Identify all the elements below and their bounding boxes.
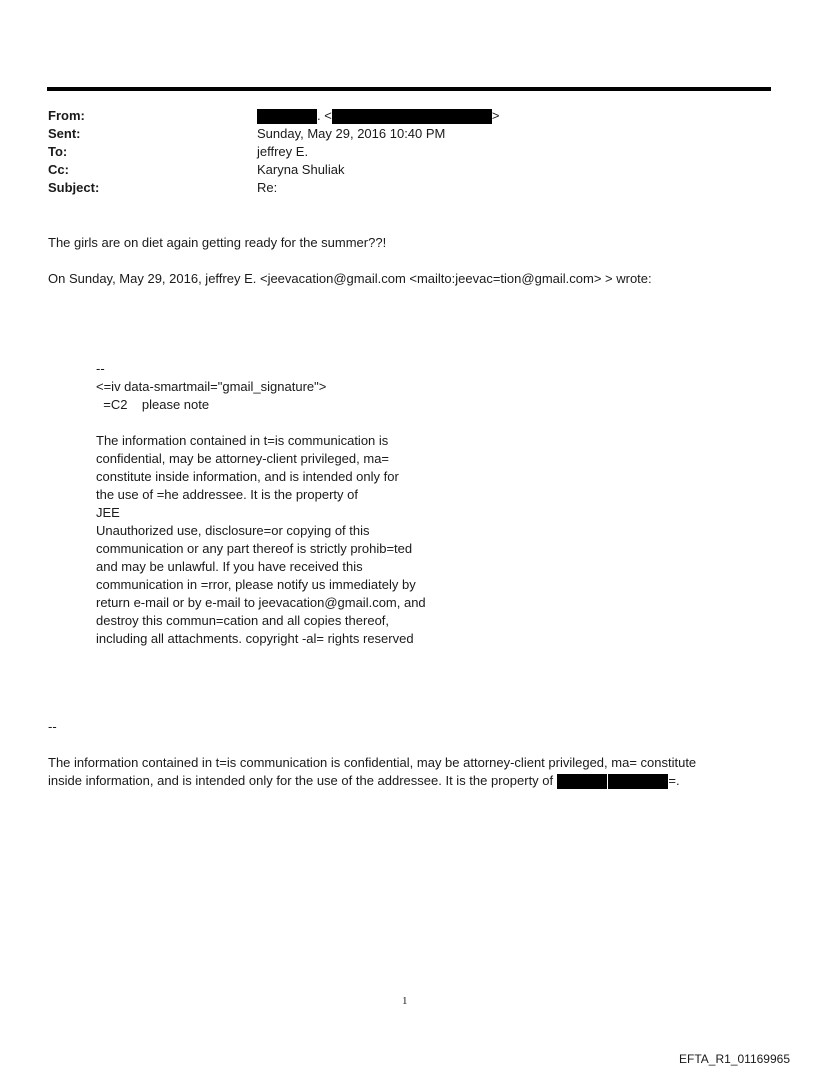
- to-value: jeffrey E.: [257, 144, 309, 159]
- redaction-box: [608, 774, 668, 789]
- to-label: To:: [48, 144, 68, 159]
- redaction-box: [257, 109, 317, 124]
- body-quote-header: On Sunday, May 29, 2016, jeffrey E. <jeevacation@gmail.com <mailto:jeevac=tion@gmail.com> > wrote:: [48, 271, 652, 286]
- from-close-bracket: >: [491, 108, 500, 123]
- sent-value: Sunday, May 29, 2016 10:40 PM: [257, 126, 446, 141]
- sig-div-line: <=iv data-smartmail="gmail_signature">: [96, 379, 327, 394]
- quoted-signature: [96, 360, 426, 648]
- sig-text-line: constitute inside information, and is intended only for: [96, 469, 399, 484]
- subject-value: Re:: [257, 180, 278, 195]
- footer-sig-line-2: [48, 772, 680, 790]
- from-value: [257, 108, 499, 124]
- cc-label: Cc:: [48, 162, 69, 177]
- sig-text-line: confidential, may be attorney-client privileged, ma=: [96, 451, 390, 466]
- sent-label: Sent:: [48, 126, 81, 141]
- sig-spacer: [96, 414, 426, 432]
- footer-sig-line-2-text: inside information, and is intended only for the use of the addressee. It is the property of: [48, 773, 554, 788]
- from-label: From:: [48, 108, 85, 123]
- sig-text-line: communication in =rror, please notify us immediately by: [96, 577, 416, 592]
- sig-text-line: communication or any part thereof is strictly prohib=ted: [96, 541, 413, 556]
- sig-text-line: return e-mail or by e-mail to jeevacation@gmail.com, and: [96, 595, 426, 610]
- redaction-box: [332, 109, 492, 124]
- from-separator: . <: [317, 108, 332, 123]
- sig-text-line: Unauthorized use, disclosure=or copying of this: [96, 523, 370, 538]
- body-line-1: The girls are on diet again getting ready for the summer??!: [48, 235, 387, 250]
- sig-note-line: =C2 please note: [96, 397, 210, 412]
- sig-text-line: and may be unlawful. If you have received this: [96, 559, 363, 574]
- page-number: 1: [402, 995, 408, 1007]
- redaction-box: [557, 774, 607, 789]
- header-rule: [47, 87, 771, 91]
- cc-value: Karyna Shuliak: [257, 162, 345, 177]
- footer-sig-line-2-end: =.: [668, 773, 680, 788]
- sig-text-line: The information contained in t=is communication is: [96, 433, 389, 448]
- sig-text-line: destroy this commun=cation and all copies thereof,: [96, 613, 390, 628]
- sig-dashes: --: [96, 361, 105, 376]
- sig-text-line: including all attachments. copyright -al= rights reserved: [96, 631, 414, 646]
- sig-text-line: the use of =he addressee. It is the property of: [96, 487, 358, 502]
- document-id: EFTA_R1_01169965: [679, 1052, 790, 1066]
- footer-sig-dashes: --: [48, 719, 57, 734]
- subject-label: Subject:: [48, 180, 100, 195]
- sig-text-line: JEE: [96, 505, 120, 520]
- footer-sig-line-1: The information contained in t=is communication is confidential, may be attorney-client privileged, ma= constitute: [48, 755, 697, 770]
